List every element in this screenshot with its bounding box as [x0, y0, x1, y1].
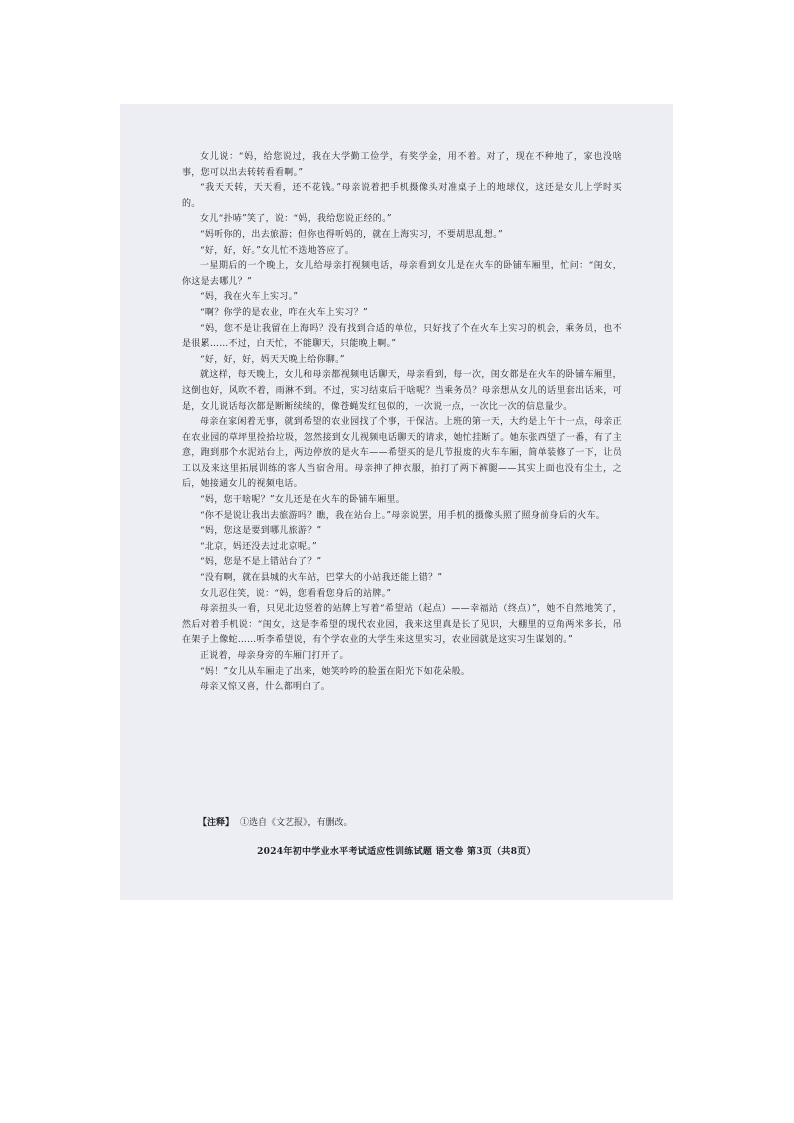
story-text	[182, 150, 622, 696]
paragraph: 女儿说：“妈，给您说过，我在大学勤工俭学，有奖学金，用不着。对了，现在不种地了，家也没啥事，您可以出去转转看看啊。”	[182, 152, 622, 178]
paragraph: 正说着，母亲身旁的车厢门打开了。	[200, 651, 349, 661]
annotation-note	[198, 815, 618, 828]
page-footer: 2024年初中学业水平考试适应性训练试题 语文卷 第3页（共8页）	[257, 847, 536, 857]
scanned-page	[120, 104, 673, 900]
paragraph: “我天天转，天天看，还不花钱。”母亲说着把手机摄像头对准桌子上的地球仪，这还是女儿上学时买的。	[182, 183, 622, 209]
paragraph: 女儿忍住笑，说：“妈，您看看您身后的站牌。”	[200, 588, 392, 599]
paragraph: “北京，妈还没去过北京呢。”	[200, 541, 317, 552]
paragraph: “好，好，好。”女儿忙不迭地答应了。	[200, 245, 355, 256]
paragraph: 母亲扭头一看，只见北边竖着的站牌上写着“希望站（起点）——幸福站（终点）”，她不自然地笑了，然后对着手机说：“闺女，这是李希望的现代农业园，我来这里真是长了见识，大棚里的豆角两米多长，吊在架子上像蛇……听李希望说，有个学农业的大学生来这里实习，农业园就是这实习生谋划的。”	[182, 604, 622, 646]
paragraph: “妈，您干啥呢？”女儿还是在火车的卧铺车厢里。	[200, 495, 406, 506]
paragraph: “你不是说让我出去旅游吗？瞧，我在站台上。”母亲说罢，用手机的摄像头照了照身前身后的火车。	[200, 510, 606, 521]
note-text: ①选自《文艺报》，有删改。	[240, 818, 353, 828]
paragraph: “妈，我在火车上实习。”	[200, 292, 299, 303]
paragraph: “妈！”女儿从车厢走了出来，她笑吟吟的脸蛋在阳光下如花朵般。	[200, 666, 471, 677]
paragraph: “妈听你的，出去旅游；但你也得听妈的，就在上海实习，不要胡思乱想。”	[200, 229, 503, 240]
note-label: 【注释】	[198, 818, 235, 828]
paragraph: 一星期后的一个晚上，女儿给母亲打视频电话，母亲看到女儿是在火车的卧铺车厢里，忙问：“闺女，你这是去哪儿？”	[182, 261, 622, 287]
paragraph: 母亲在家闲着无事，就到希望的农业园找了个事，干保洁。上班的第一天，大约是上午十一点，母亲正在农业园的草坪里捡拾垃圾，忽然接到女儿视频电话聊天的请求，她忙挂断了。她东张西望了一番，有了主意，跑到那个水泥站台上，两边停放的是火车——希望买的是几节报废的火车车厢，简单装修了一下，让员工以及来这里拓展训练的客人当宿舍用。母亲抻了抻衣服，拍打了两下裤腿——其实上面也没有尘土，之后，她接通女儿的视频电话。	[182, 417, 622, 490]
paragraph: “妈，您不是让我留在上海吗？没有找到合适的单位，只好找了个在火车上实习的机会，乘务员，也不是很累……不过，白天忙，不能聊天，只能晚上啊。”	[182, 323, 622, 350]
paragraph: 就这样，每天晚上，女儿和母亲都视频电话聊天，母亲看到，每一次，闺女都是在火车的卧铺车厢里，这倒也好，风吹不着，雨淋不到。不过，实习结束后干啥呢？当乘务员？母亲想从女儿的话里套出话来，可是，女儿说话每次都是断断续续的，像苍蝇发红包似的，一次说一点，一次比一次的信息量少。	[182, 370, 622, 412]
paragraph: “妈，您是不是上错站台了？”	[200, 557, 322, 568]
paragraph: 母亲又惊又喜，什么都明白了。	[200, 682, 331, 693]
paragraph: “啊？你学的是农业，咋在火车上实习？”	[200, 307, 368, 318]
paragraph: “没有啊，就在县城的火车站，巴掌大的小站我还能上错？”	[200, 573, 443, 584]
paragraph: “妈，您这是要到哪儿旅游？”	[200, 526, 322, 537]
paragraph: 女儿“扑哧”笑了，说：“妈，我给您说正经的。”	[200, 214, 392, 225]
paragraph: “好，好，好，妈天天晚上给你聊。”	[200, 354, 345, 365]
